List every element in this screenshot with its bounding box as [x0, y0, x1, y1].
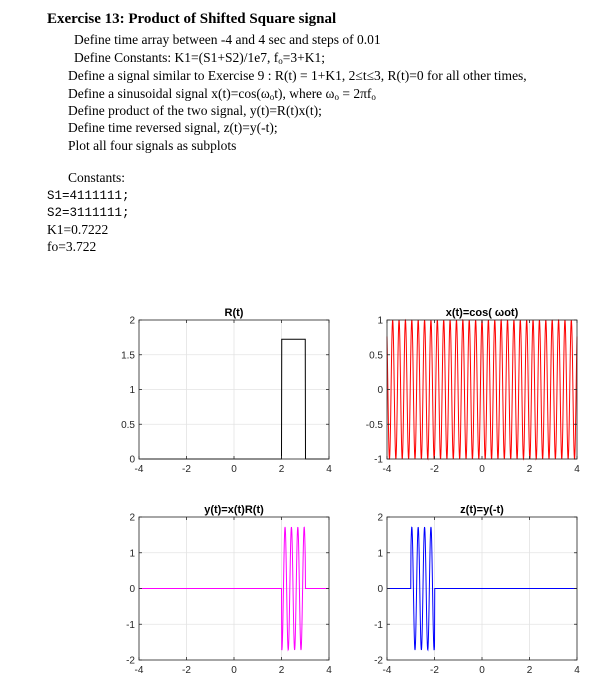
y-tick-label: -1 [374, 619, 383, 631]
chart-title: x(t)=cos( ωot) [445, 307, 519, 319]
x-tick-label: -4 [382, 464, 392, 475]
y-tick-label: 1 [129, 385, 135, 396]
y-tick-label: 2 [377, 512, 383, 524]
y-tick-label: -1 [374, 454, 383, 466]
x-tick-label: -2 [182, 665, 191, 676]
y-tick-label: 0.5 [121, 419, 135, 431]
y-tick-label: 1 [129, 548, 135, 560]
step-signal-x: Define a sinusoidal signal $x(t)=\cos(\omega_ot)$, where $\omega_o = 2\pi f_o$ [68, 86, 376, 102]
step-plot: Plot all four signals as subplots [68, 138, 237, 153]
chart-title: z(t)=y(-t) [460, 504, 504, 516]
chart-2 [366, 307, 580, 475]
y-tick-label: 1 [377, 315, 383, 327]
step-reversed: Define time reversed signal, z(t)=y(-t); [68, 120, 278, 135]
x-tick-label: -2 [182, 464, 191, 475]
x-tick-label: 2 [526, 665, 533, 676]
y-tick-label: 2 [129, 512, 135, 524]
y-tick-label: 0.5 [369, 350, 383, 362]
y-tick-label: 1.5 [121, 350, 135, 362]
constant-k1: K1=0.7222 [47, 222, 109, 237]
chart-title: R(t) [224, 307, 244, 319]
step-time-array: Define time array between -4 and 4 sec and steps of 0.01 [74, 32, 381, 47]
y-tick-label: 2 [129, 315, 135, 327]
x-tick-label: 4 [326, 665, 332, 676]
chart-3 [126, 504, 332, 676]
chart-title: y(t)=x(t)R(t) [204, 504, 264, 516]
step-constants: Define Constants: K1=(S1+S2)/1e7, $f_o=3+K1$; [74, 50, 325, 66]
step-signal-r: Define a signal similar to Exercise 9 : R(t) = 1+K1, 2≤t≤3, R(t)=0 for all other times, [68, 68, 527, 83]
x-tick-label: 2 [526, 464, 533, 475]
x-tick-label: -4 [134, 665, 144, 676]
x-tick-label: -4 [134, 464, 144, 475]
step-product: Define product of the two signal, y(t)=R(t)x(t); [68, 103, 322, 118]
x-tick-label: 0 [479, 665, 485, 676]
x-tick-label: -2 [430, 665, 439, 676]
constant-s2: S2=3111111; [47, 206, 130, 220]
x-tick-label: -4 [382, 665, 392, 676]
y-tick-label: 1 [377, 548, 383, 560]
chart-4 [374, 504, 580, 676]
x-tick-label: 2 [278, 665, 285, 676]
y-tick-label: 0 [129, 454, 135, 466]
y-tick-label: 0 [377, 584, 383, 595]
exercise-title: Exercise 13: Product of Shifted Square signal [47, 11, 337, 27]
constant-fo: fo=3.722 [47, 239, 97, 254]
y-tick-label: -0.5 [365, 419, 383, 431]
x-tick-label: 4 [326, 464, 332, 475]
chart-1 [121, 307, 332, 475]
y-tick-label: -2 [126, 655, 135, 667]
x-tick-label: 2 [278, 464, 285, 475]
constants-heading: Constants: [68, 170, 126, 185]
x-tick-label: 4 [574, 464, 580, 475]
y-tick-label: 0 [129, 584, 135, 595]
y-tick-label: -2 [374, 655, 383, 667]
x-tick-label: -2 [430, 464, 439, 475]
x-tick-label: 0 [479, 464, 485, 475]
y-tick-label: -1 [126, 619, 135, 631]
x-tick-label: 0 [231, 464, 237, 475]
y-tick-label: 0 [377, 385, 383, 396]
constant-s1: S1=4111111; [47, 189, 130, 203]
x-tick-label: 4 [574, 665, 580, 676]
x-tick-label: 0 [231, 665, 237, 676]
